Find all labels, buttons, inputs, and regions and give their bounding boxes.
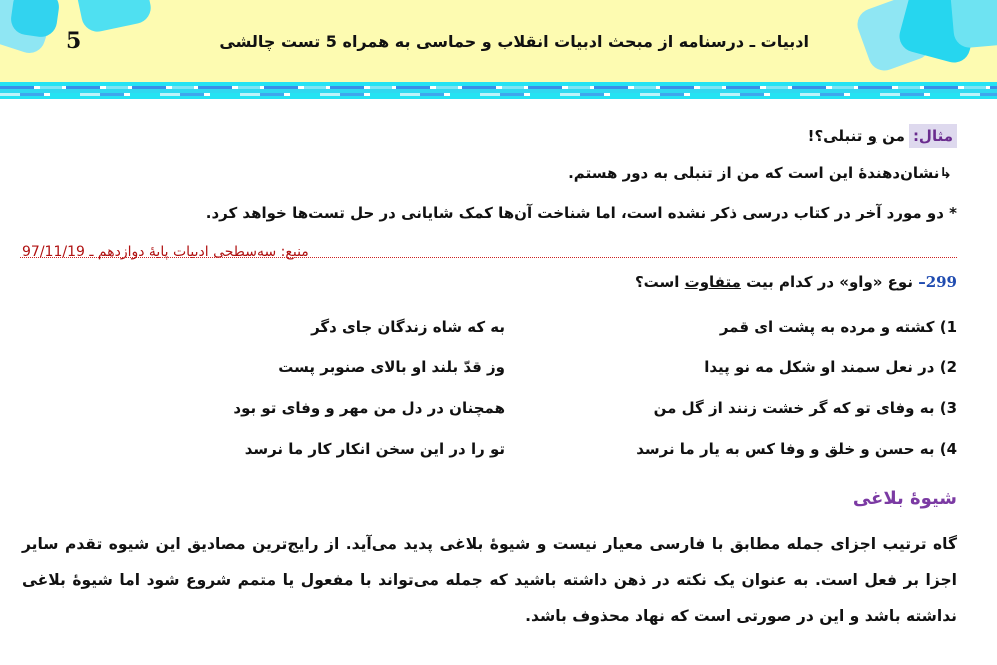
example-text: [808, 127, 905, 145]
page-title: ادبیات ـ درسنامه از مبحث ادبیات انقلاب و حماسی به همراه 5 تست چالشی: [219, 32, 809, 51]
option-2-first-hemistich: [704, 358, 957, 376]
header-stripe-5: [0, 96, 997, 99]
question-number: 299: [925, 273, 957, 291]
option-2-number: 2): [939, 358, 957, 376]
example-text-after: تنبلی؟!: [807, 127, 868, 145]
option-2-first-text: در نعل سمند او شکل مه نو پیدا: [704, 358, 935, 376]
section-heading: شیوهٔ بلاغی: [852, 488, 957, 509]
decor-square-left-3: [72, 0, 153, 35]
question-text-before: نوع «واو» در کدام بیت: [740, 273, 919, 291]
option-3-first-hemistich: [654, 399, 957, 417]
example-underlined-word: و: [867, 127, 877, 145]
explanation-text: نشان‌دهندهٔ این است که من از تنبلی به دور هستم.: [568, 164, 940, 182]
question-text-after: است؟: [634, 273, 685, 291]
option-4-number: 4): [939, 440, 957, 458]
page-header: [0, 0, 997, 82]
example-text-before: من: [876, 127, 905, 145]
asterisk-icon: *: [949, 204, 957, 222]
option-3-number: 3): [939, 399, 957, 417]
option-1-first-text: کشته و مرده به پشت ای قمر: [719, 318, 935, 336]
option-4-first-hemistich: [636, 440, 957, 458]
note-line: [206, 204, 957, 222]
option-3-first-text: به وفای تو که گر خشت زنند از گل من: [653, 399, 935, 417]
note-text: دو مورد آخر در کتاب درسی ذکر نشده است، اما شناخت آن‌ها کمک شایانی در حل تست‌ها خواهد کرد.: [205, 204, 944, 222]
question-dash: –: [918, 273, 926, 291]
explanation-line: [568, 164, 952, 182]
return-arrow-icon: ↳: [939, 164, 952, 182]
option-1-first-hemistich: [720, 318, 957, 336]
option-1-second-hemistich: به که شاه زندگان جای دگر: [311, 318, 505, 336]
example-row: [808, 124, 957, 148]
option-1-number: 1): [939, 318, 957, 336]
decor-square-right-3: [949, 0, 997, 49]
dotted-divider: [20, 257, 957, 258]
question-stem: [635, 273, 957, 291]
option-4-first-text: به حسن و خلق و وفا کس به یار ما نرسد: [636, 440, 935, 458]
section-paragraph: گاه ترتیب اجزای جمله مطابق با فارسی معیار نیست و شیوهٔ بلاغی پدید می‌آید. از رایج‌ترین مصادیق این شیوه تقدم سایر اجزا بر فعل است. به عنوان یک نکته در ذهن داشته باشید که جمله می‌تواند با مفعول یا متمم شروع شود اما شیوهٔ بلاغی نداشته باشد و این در صورتی است که نهاد محذوف باشد.: [22, 535, 957, 625]
page-number: 5: [66, 28, 82, 54]
option-4-second-hemistich: تو را در این سخن انکار کار ما نرسد: [244, 440, 505, 458]
option-2-second-hemistich: وز قدّ بلند او بالای صنوبر پست: [278, 358, 505, 376]
option-3-second-hemistich: همچنان در دل من مهر و وفای تو بود: [233, 399, 505, 417]
example-label: مثال:: [909, 124, 957, 148]
question-underlined-word: متفاوت: [684, 273, 741, 291]
source-citation: منبع: سه‌سطحی ادبیات پایهٔ دوازدهم ـ 97/11/19: [22, 244, 309, 260]
